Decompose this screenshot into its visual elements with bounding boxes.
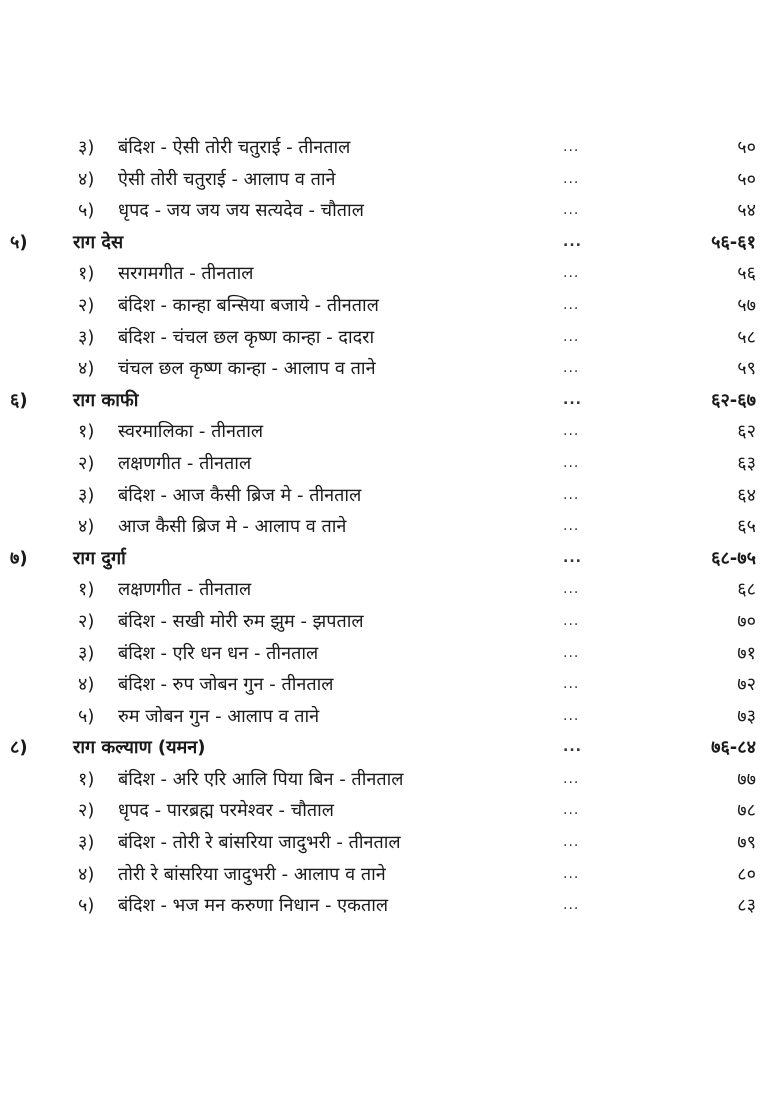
- entry-number: ४): [78, 358, 95, 380]
- leader-dots: ...: [563, 865, 580, 882]
- leader-dots: ...: [563, 676, 580, 693]
- page-number: ७०: [737, 610, 756, 632]
- leader-dots: ...: [563, 897, 580, 914]
- page-number: ५९: [737, 358, 756, 380]
- page-number: ६२-६७: [711, 389, 756, 411]
- entry-title: धृपद - पारब्रह्म परमेश्वर - चौताल: [118, 800, 334, 822]
- leader-dots: ...: [563, 454, 580, 471]
- toc-item-row: [0, 511, 780, 543]
- toc-item-row: [0, 638, 780, 670]
- toc-item-row: [0, 353, 780, 385]
- entry-number: ८): [10, 737, 28, 759]
- entry-title: बंदिश - ऐसी तोरी चतुराई - तीनताल: [118, 137, 351, 158]
- toc-item-row: [0, 258, 780, 290]
- toc-item-row: [0, 606, 780, 638]
- page-number: ५०: [737, 168, 756, 190]
- entry-number: ७): [10, 547, 28, 569]
- toc-item-row: [0, 290, 780, 322]
- toc-item-row: [0, 322, 780, 354]
- leader-dots: ...: [563, 612, 580, 629]
- leader-dots: ...: [563, 770, 580, 787]
- toc-item-row: [0, 859, 780, 891]
- leader-dots: ...: [563, 581, 580, 598]
- page-number: ८०: [737, 863, 756, 885]
- leader-dots: ...: [563, 486, 580, 503]
- page-number: ५४: [737, 200, 756, 222]
- entry-number: २): [78, 610, 95, 632]
- entry-title: बंदिश - रुप जोबन गुन - तीनताल: [118, 674, 334, 696]
- entry-title: स्वरमालिका - तीनताल: [118, 421, 264, 443]
- table-of-contents: [0, 132, 780, 922]
- leader-dots: ...: [563, 170, 580, 187]
- leader-dots: ...: [563, 391, 582, 408]
- entry-title: रुम जोबन गुन - आलाप व ताने: [118, 705, 320, 727]
- page-number: ७३: [737, 705, 756, 727]
- page-number: ६४: [737, 484, 756, 506]
- page-number: ६८-७५: [711, 547, 756, 569]
- entry-number: ५): [78, 705, 95, 727]
- entry-title: राग दुर्गा: [73, 547, 126, 569]
- entry-title: बंदिश - भज मन करुणा निधान - एकताल: [118, 895, 389, 917]
- leader-dots: ...: [563, 518, 580, 535]
- page-number: ७९: [737, 832, 756, 854]
- leader-dots: ...: [563, 233, 582, 250]
- page-number: ७६-८४: [711, 737, 756, 759]
- entry-number: ४): [78, 674, 95, 696]
- entry-number: १): [78, 421, 95, 443]
- leader-dots: ...: [563, 296, 580, 313]
- toc-item-row: [0, 164, 780, 196]
- toc-section-row: [0, 227, 780, 259]
- leader-dots: ...: [563, 139, 580, 155]
- page-number: ७१: [737, 642, 756, 664]
- entry-title: बंदिश - कान्हा बन्सिया बजाये - तीनताल: [118, 294, 379, 316]
- page-number: ५६-६१: [711, 231, 756, 253]
- entry-number: २): [78, 800, 95, 822]
- toc-item-row: [0, 764, 780, 796]
- toc-section-row: [0, 385, 780, 417]
- entry-title: चंचल छल कृष्ण कान्हा - आलाप व ताने: [118, 358, 376, 380]
- entry-number: १): [78, 579, 95, 601]
- entry-number: २): [78, 294, 95, 316]
- entry-number: ४): [78, 863, 95, 885]
- entry-number: ५): [78, 200, 95, 222]
- toc-item-row: [0, 574, 780, 606]
- toc-item-row: [0, 480, 780, 512]
- toc-item-row: [0, 448, 780, 480]
- entry-title: आज कैसी ब्रिज मे - आलाप व ताने: [118, 516, 347, 538]
- entry-number: ४): [78, 168, 95, 190]
- page-number: ७२: [737, 674, 756, 696]
- leader-dots: ...: [563, 834, 580, 851]
- entry-number: ३): [78, 326, 95, 348]
- entry-title: धृपद - जय जय जय सत्यदेव - चौताल: [118, 200, 364, 222]
- entry-number: ४): [78, 516, 95, 538]
- toc-item-row: [0, 795, 780, 827]
- entry-title: बंदिश - तोरी रे बांसरिया जादुभरी - तीनताल: [118, 832, 401, 854]
- page-number: ७८: [737, 800, 756, 822]
- entry-number: ३): [78, 484, 95, 506]
- page-number: ६८: [737, 579, 756, 601]
- entry-title: राग कल्याण (यमन): [73, 737, 206, 759]
- entry-title: सरगमगीत - तीनताल: [118, 263, 254, 285]
- entry-title: बंदिश - एरि धन धन - तीनताल: [118, 642, 319, 664]
- toc-item-row: [0, 416, 780, 448]
- leader-dots: ...: [563, 423, 580, 440]
- page-number: ५८: [737, 326, 756, 348]
- toc-item-row: [0, 827, 780, 859]
- toc-item-row: [0, 890, 780, 922]
- leader-dots: ...: [563, 328, 580, 345]
- entry-title: बंदिश - सखी मोरी रुम झुम - झपताल: [118, 610, 364, 632]
- page-number: ५७: [737, 294, 756, 316]
- leader-dots: ...: [563, 644, 580, 661]
- entry-number: १): [78, 263, 95, 285]
- entry-title: बंदिश - चंचल छल कृष्ण कान्हा - दादरा: [118, 326, 375, 348]
- toc-item-row: [0, 195, 780, 227]
- leader-dots: ...: [563, 265, 580, 282]
- entry-title: लक्षणगीत - तीनताल: [118, 579, 252, 601]
- entry-number: ५): [78, 895, 95, 917]
- toc-section-row: [0, 543, 780, 575]
- entry-title: ऐसी तोरी चतुराई - आलाप व ताने: [118, 168, 336, 190]
- entry-title: तोरी रे बांसरिया जादुभरी - आलाप व ताने: [118, 863, 386, 885]
- leader-dots: ...: [563, 707, 580, 724]
- toc-item-row: [0, 669, 780, 701]
- entry-number: १): [78, 768, 95, 790]
- leader-dots: ...: [563, 802, 580, 819]
- entry-title: राग देस: [73, 231, 124, 253]
- page-number: ६३: [737, 452, 756, 474]
- page-number: ६२: [737, 421, 756, 443]
- page-number: ५०: [737, 137, 756, 158]
- leader-dots: ...: [563, 202, 580, 219]
- toc-section-row: [0, 732, 780, 764]
- page-number: ६५: [737, 516, 756, 538]
- entry-title: लक्षणगीत - तीनताल: [118, 452, 252, 474]
- leader-dots: ...: [563, 739, 582, 756]
- entry-title: बंदिश - आज कैसी ब्रिज मे - तीनताल: [118, 484, 362, 506]
- entry-title: राग काफी: [73, 389, 139, 411]
- entry-number: ३): [78, 832, 95, 854]
- leader-dots: ...: [563, 360, 580, 377]
- toc-item-row: [0, 701, 780, 733]
- toc-item-row: [0, 132, 780, 164]
- page-number: ७७: [737, 768, 756, 790]
- entry-title: बंदिश - अरि एरि आलि पिया बिन - तीनताल: [118, 768, 404, 790]
- entry-number: २): [78, 452, 95, 474]
- entry-number: ३): [78, 642, 95, 664]
- entry-number: ६): [10, 389, 28, 411]
- entry-number: ५): [10, 231, 28, 253]
- leader-dots: ...: [563, 549, 582, 566]
- entry-number: ३): [78, 137, 95, 158]
- page-number: ८३: [737, 895, 756, 917]
- page-number: ५६: [737, 263, 756, 285]
